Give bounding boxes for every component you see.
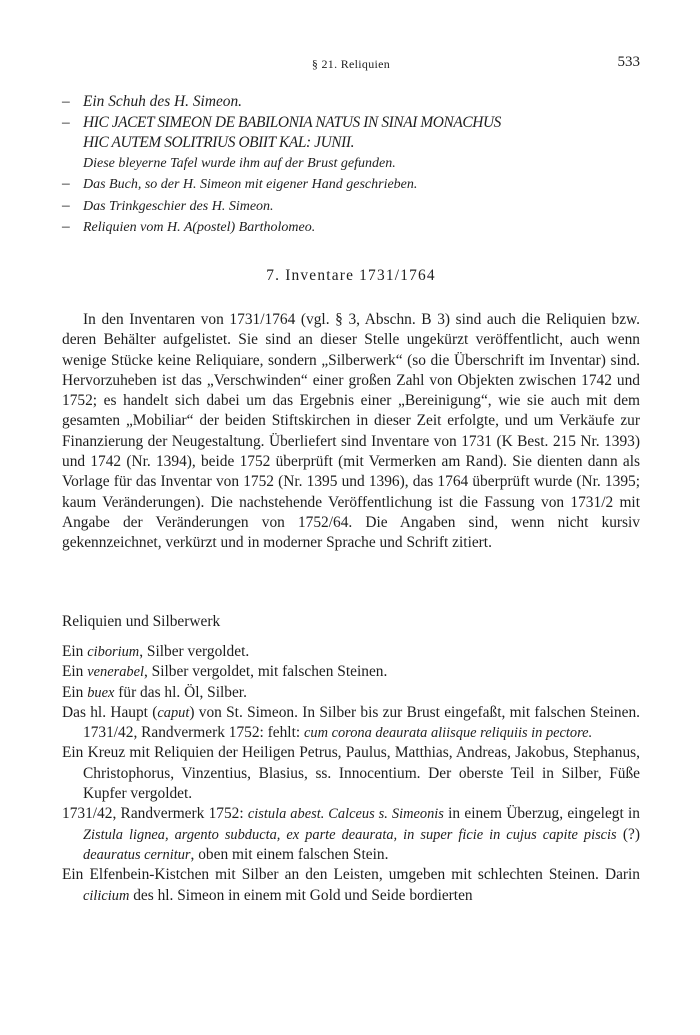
entry-text: Ein [62, 663, 88, 681]
entry-latin: buex [87, 684, 115, 701]
running-head-title: § 21. Reliquien [311, 57, 391, 71]
inventory-entry [62, 703, 640, 744]
entry-latin: caput [157, 704, 190, 721]
inventory-entry [62, 804, 640, 865]
running-head [62, 54, 640, 74]
list-item [62, 217, 640, 239]
entry-latin: cum corona deaurata aliisque reliquiis in pectore. [304, 725, 593, 742]
list-item-text: Ein Schuh des H. Simeon. [83, 93, 243, 110]
inscription-line: HIC JACET SIMEON DE BABILONIA NATUS IN SINAI MONACHUS [83, 113, 501, 131]
inscription-list [62, 92, 640, 239]
subheading: Reliquien und Silberwerk [62, 613, 221, 630]
list-dash: – [62, 196, 70, 214]
entry-text: ) von St. Simeon. In Silber bis zur Brust eingefaßt, mit falschen Steinen. 1731/42, Randvermerk 1752: fehlt: [83, 703, 640, 742]
list-item [62, 174, 640, 196]
list-item-text: Reliquien vom H. A(postel) Bartholomeo. [83, 220, 316, 235]
entry-latin: cistula abest. Calceus s. Simeonis [247, 806, 444, 823]
entry-text: Ein [62, 643, 88, 660]
list-item [62, 196, 640, 218]
entry-text: Das hl. Haupt ( [62, 703, 158, 721]
list-item [62, 113, 640, 175]
entry-latin: cilicium [83, 887, 130, 904]
inventory-entry [62, 642, 640, 662]
inventory-entry [62, 662, 640, 682]
entry-text: 1731/42, Randvermerk 1752: [62, 805, 248, 823]
entry-text: für das hl. Öl, Silber. [114, 683, 247, 701]
entry-latin: ciborium [87, 644, 140, 660]
inscription-note: Diese bleyerne Tafel wurde ihm auf der Brust gefunden. [83, 155, 396, 171]
list-dash: – [62, 93, 70, 110]
entry-latin: deauratus cernitur [83, 846, 191, 863]
inventory-entries [62, 642, 640, 906]
entry-text: in einem Überzug, eingelegt in [443, 805, 640, 823]
entry-text: des hl. Simeon in einem mit Gold und Seide bordierten [129, 886, 473, 904]
entry-text: Ein Kreuz mit Reliquien der Heiligen Petrus, Paulus, Matthias, Andreas, Jakobus, Stephanus, Christophorus, Vinzentius, Blasius, ss. Innocentium. Der oberste Teil in Silber, Füße Kupfer vergoldet. [62, 744, 640, 803]
body-paragraph: In den Inventaren von 1731/1764 (vgl. § 3, Abschn. B 3) sind auch die Reliquien bzw. deren Behälter aufgelistet. Sie sind an dieser Stelle ungekürzt veröffentlicht, auch wenn wenige Stücke keine Reliquiare, sondern „Silberwerk“ (so die Überschrift im Inventar) sind. Hervorzuheben ist das „Verschwinden“ einer großen Zahl von Objekten zwischen 1742 und 1752; es handelt sich dabei um das Ergebnis einer „Bereinigung“, wie sie auch mit dem gesamten „Mobiliar“ der beiden Stiftskirchen in dieser Zeit erfolgte, und um Verkäufe zur Finanzierung der Neugestaltung. Überliefert sind Inventare von 1731 (K Best. 215 Nr. 1393) und 1742 (Nr. 1394), beide 1752 überprüft (mit Vermerken am Rand). Sie dienten dann als Vorlage für das Inventar von 1752 (Nr. 1395 und 1396), das 1764 überprüft wurde (Nr. 1395; kaum Veränderungen). Die nachstehende Veröffentlichung ist die Fassung von 1731/2 mit Angabe der Veränderungen von 1752/64. Die Angaben sind, wenn nicht kursiv gekennzeichnet, verkürzt und in moderner Sprache und Schrift zitiert. [62, 311, 640, 552]
list-item-text: Das Trinkgeschier des H. Simeon. [83, 198, 274, 214]
list-dash: – [62, 218, 70, 235]
inventory-entry [62, 743, 640, 804]
section-heading: 7. Inventare 1731/1764 [266, 267, 436, 284]
entry-text: , oben mit einem falschen Stein. [190, 845, 389, 863]
list-item [62, 92, 640, 113]
list-dash: – [62, 175, 70, 192]
entry-latin: Zistula lignea, argento subducta, ex parte deaurata, in super ficie in cujus capite piscis [83, 826, 617, 843]
list-dash: – [62, 113, 70, 131]
entry-text: (?) [616, 825, 640, 843]
inscription-line: HIC AUTEM SOLITRIUS OBIIT KAL: JUNII. [83, 134, 355, 151]
entry-text: Ein [62, 683, 88, 701]
entry-latin: venerabel [87, 664, 144, 681]
entry-text: , Silber vergoldet. [139, 643, 250, 660]
entry-text: Ein Elfenbein-Kistchen mit Silber an den Leisten, umgeben mit schlechten Steinen. Darin [62, 866, 640, 884]
entry-text: , Silber vergoldet, mit falschen Steinen. [143, 663, 388, 681]
inventory-entry [62, 865, 640, 906]
list-item-text: Das Buch, so der H. Simeon mit eigener Hand geschrieben. [83, 177, 418, 192]
inventory-entry [62, 683, 640, 703]
page-number: 533 [617, 54, 640, 70]
